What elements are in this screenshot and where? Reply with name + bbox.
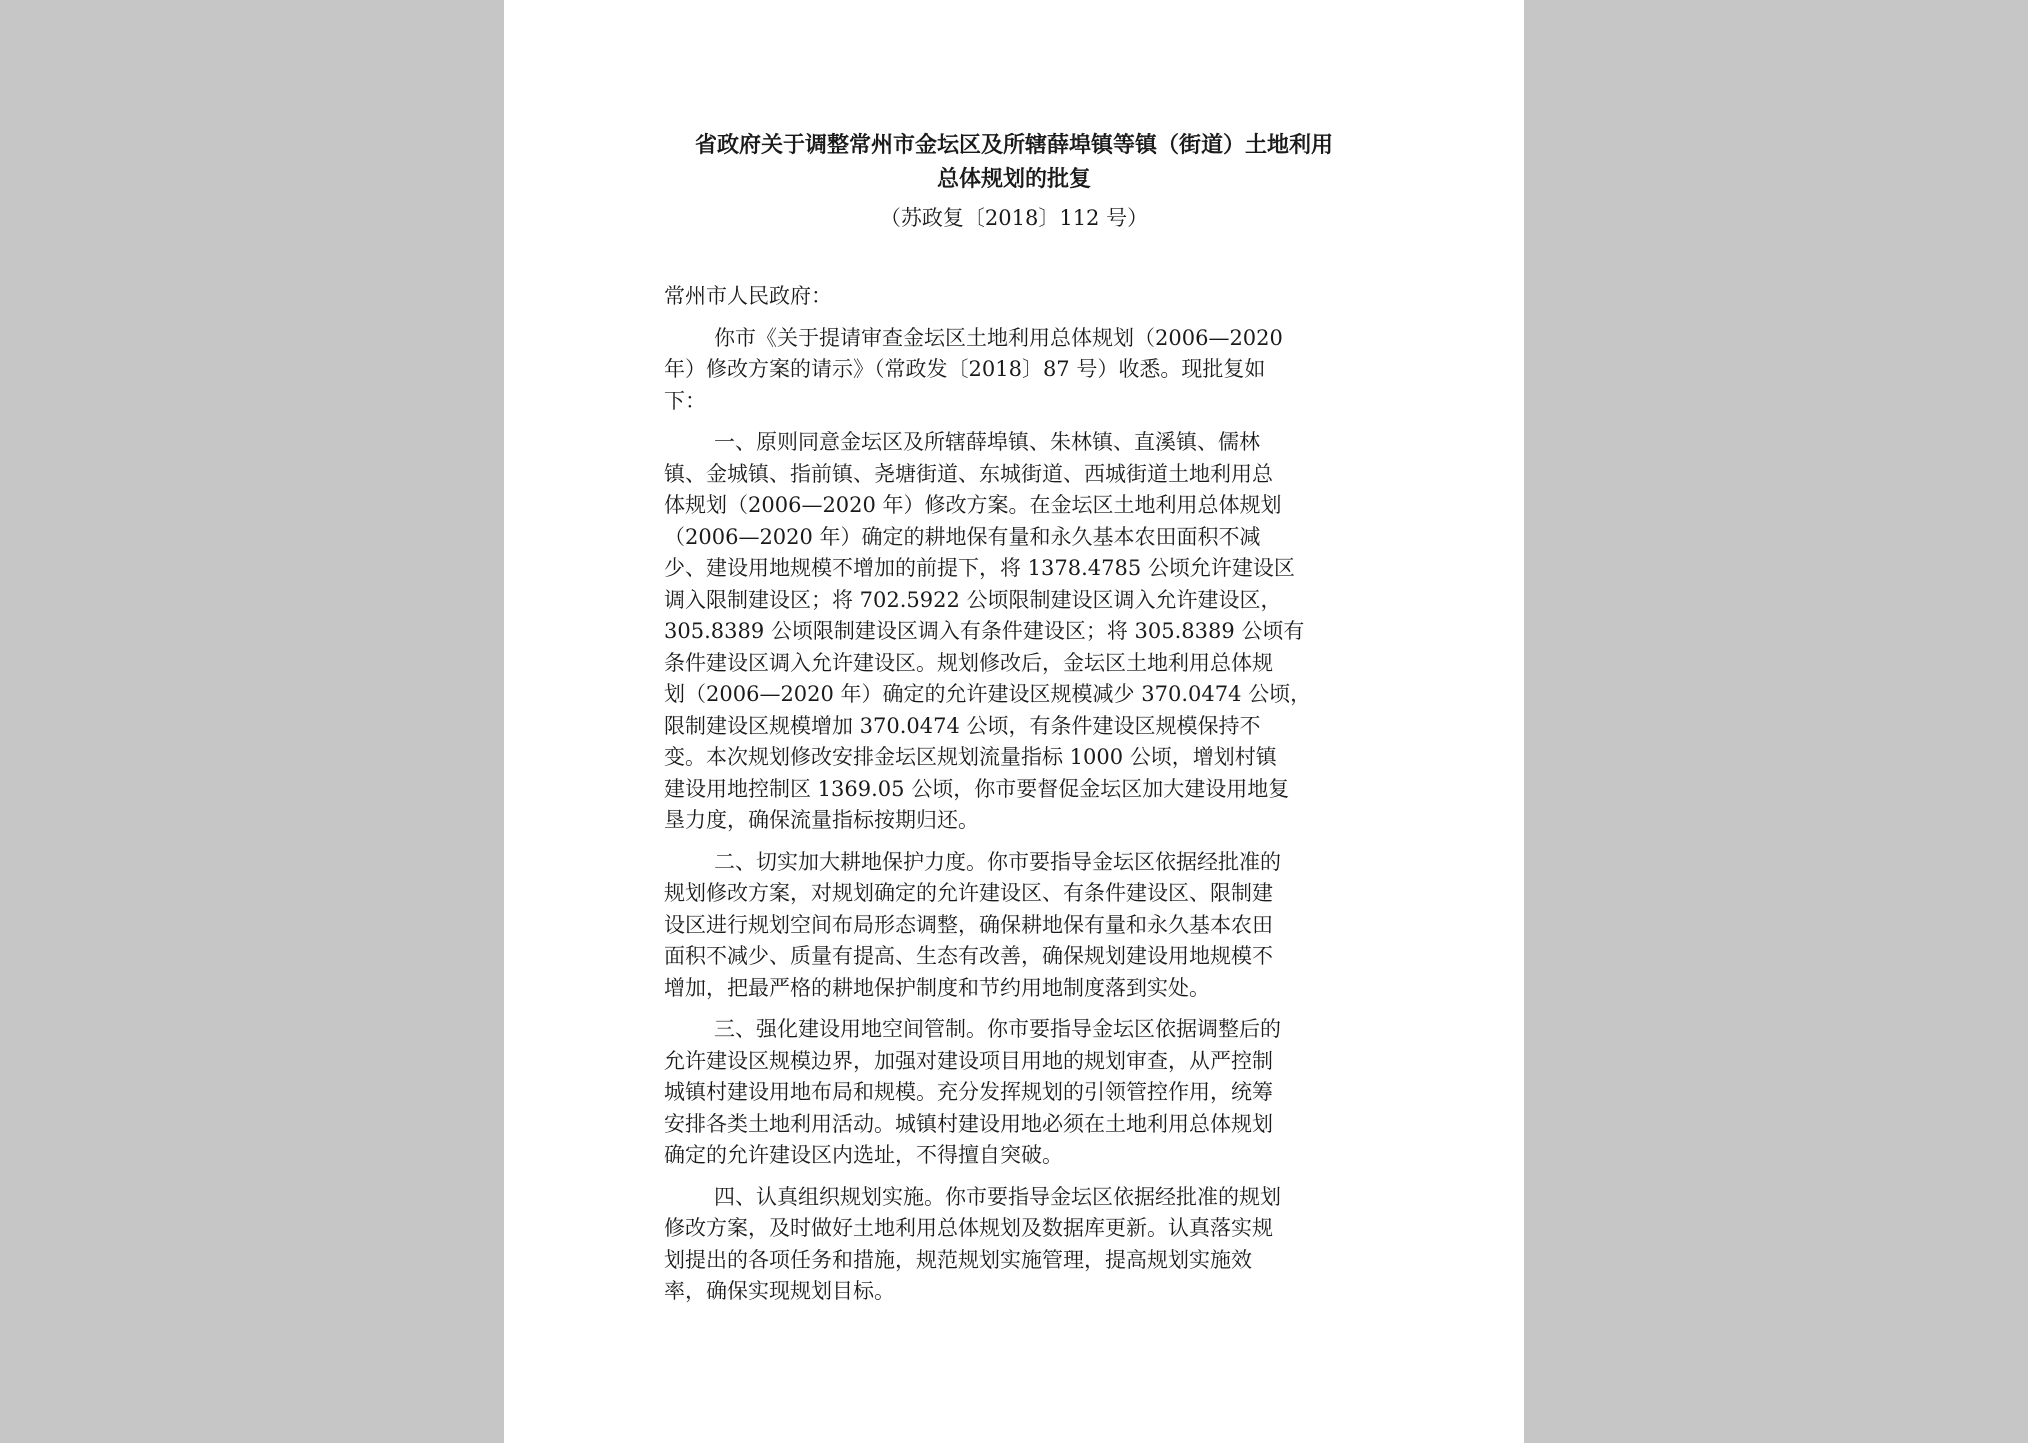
paragraph [664,427,1364,837]
paragraph-line: 二、切实加大耕地保护力度。你市要指导金坛区依据经批准的 [714,849,1281,874]
paragraph-line: 垦力度，确保流量指标按期归还。 [664,808,979,832]
salutation: 常州市人民政府： [664,284,832,308]
paragraph-line: 一、原则同意金坛区及所辖薛埠镇、朱林镇、直溪镇、儒林 [714,430,1260,454]
paragraph-line: 增加，把最严格的耕地保护制度和节约用地制度落到实处。 [664,975,1210,1000]
paragraph-line: 设区进行规划空间布局形态调整，确保耕地保有量和永久基本农田 [664,912,1273,937]
paragraph-line: 条件建设区调入允许建设区。规划修改后，金坛区土地利用总体规 [664,650,1273,675]
paragraph [664,1014,1364,1172]
paragraph-line: 下： [664,388,706,413]
document-body [664,281,1364,1318]
paragraph-line: 修改方案，及时做好土地利用总体规划及数据库更新。认真落实规 [664,1216,1273,1240]
paragraph [664,847,1364,1005]
paragraph [664,323,1364,418]
paragraph-line: 城镇村建设用地布局和规模。充分发挥规划的引领管控作用，统筹 [664,1080,1273,1104]
paragraph-line: 允许建设区规模边界，加强对建设项目用地的规划审查，从严控制 [664,1048,1273,1073]
paragraph-line: 305.8389 公顷限制建设区调入有条件建设区；将 305.8389 公顷有 [664,619,1305,643]
paragraph-line: 三、强化建设用地空间管制。你市要指导金坛区依据调整后的 [714,1017,1281,1041]
paragraph-list [664,323,1364,1308]
paragraph-line: 镇、金城镇、指前镇、尧塘街道、东城街道、西城街道土地利用总 [664,461,1273,486]
document-title-line-2: 总体规划的批复 [936,167,1091,192]
paragraph [664,1182,1364,1308]
paragraph-line: 限制建设区规模增加 370.0474 公顷，有条件建设区规模保持不 [664,713,1261,738]
paragraph-line: 建设用地控制区 1369.05 公顷，你市要督促金坛区加大建设用地复 [664,776,1290,801]
paragraph-line: 你市《关于提请审查金坛区土地利用总体规划（2006—2020 [714,325,1283,350]
paragraph-line: 安排各类土地利用活动。城镇村建设用地必须在土地利用总体规划 [664,1111,1273,1136]
paragraph-line: 面积不减少、质量有提高、生态有改善，确保规划建设用地规模不 [664,944,1273,968]
paragraph-line: 划提出的各项任务和措施，规范规划实施管理，提高规划实施效 [664,1247,1252,1272]
paragraph-line: 率，确保实现规划目标。 [664,1279,895,1303]
paragraph-line: 少、建设用地规模不增加的前提下，将 1378.4785 公顷允许建设区 [664,556,1295,580]
document-number: （苏政复〔2018〕112 号） [879,206,1149,230]
document-title-line-1: 省政府关于调整常州市金坛区及所辖薛埠镇等镇（街道）土地利用 [694,133,1333,158]
paragraph-line: 确定的允许建设区内选址，不得擅自突破。 [664,1143,1063,1167]
paragraph-line: 体规划（2006—2020 年）修改方案。在金坛区土地利用总体规划 [664,493,1282,517]
paragraph-line: 划（2006—2020 年）确定的允许建设区规模减少 370.0474 公顷， [664,682,1312,706]
paragraph-line: 调入限制建设区；将 702.5922 公顷限制建设区调入允许建设区， [664,587,1282,612]
paragraph-line: 年）修改方案的请示》（常政发〔2018〕87 号）收悉。现批复如 [664,357,1266,381]
paragraph-line: 四、认真组织规划实施。你市要指导金坛区依据经批准的规划 [714,1184,1281,1209]
document-page [504,0,1524,1443]
paragraph-line: （2006—2020 年）确定的耕地保有量和永久基本农田面积不减 [664,524,1261,549]
paragraph-line: 规划修改方案，对规划确定的允许建设区、有条件建设区、限制建 [664,881,1273,905]
paragraph-line: 变。本次规划修改安排金坛区规划流量指标 1000 公顷，增划村镇 [664,745,1277,769]
